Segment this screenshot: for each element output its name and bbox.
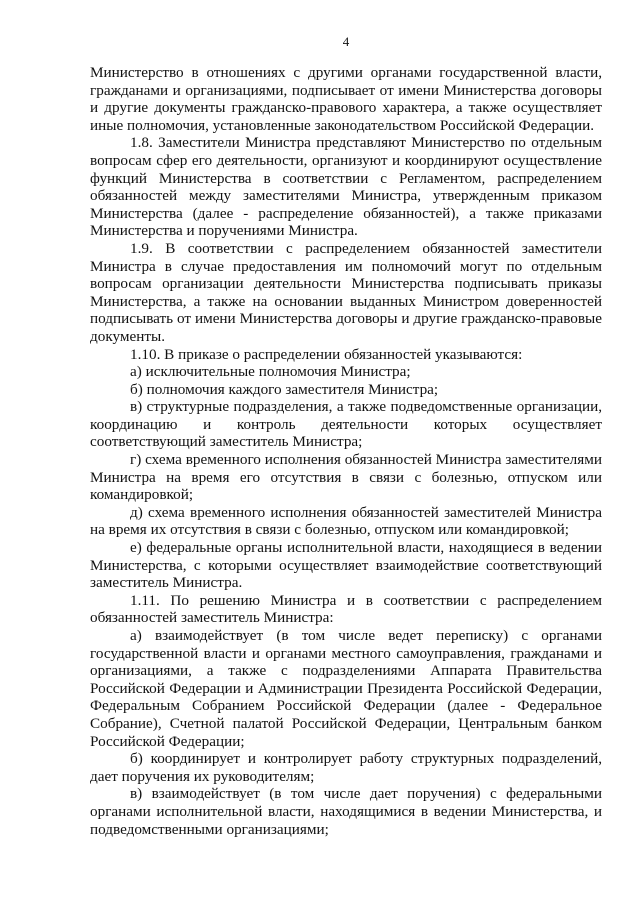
paragraph: б) полномочия каждого заместителя Министра; [130, 380, 439, 398]
paragraph: 1.8. Заместители Министра представляют Министерство по отдельным вопросам сфер его деятельности, организуют и координируют осуществление функций Министерства в соответствии с Регламентом, распределением обязанностей между заместителями Министра, утвержденным приказом Министерства (далее - распределение обязанностей), а также приказами Министерства и поручениями Министра. [90, 134, 602, 240]
paragraph: 1.9. В соответствии с распределением обязанностей заместители Министра в случае предоставления им полномочий могут по отдельным вопросам организации деятельности Министерства подписывать приказы Министерства, а также на основании выданных Министром доверенностей подписывать от имени Министерства договоры и другие гражданско-правовые документы. [90, 239, 602, 345]
paragraph: 1.11. По решению Министра и в соответствии с распределением обязанностей заместитель Министра: [90, 591, 602, 627]
paragraph: е) федеральные органы исполнительной власти, находящиеся в ведении Министерства, с которыми осуществляет взаимодействие соответствующий заместитель Министра. [90, 539, 602, 592]
document-body [90, 64, 602, 838]
paragraph: а) исключительные полномочия Министра; [130, 363, 411, 381]
paragraph: б) координирует и контролирует работу структурных подразделений, дает поручения их руководителям; [90, 750, 602, 785]
paragraph: а) взаимодействует (в том числе ведет переписку) с органами государственной власти и органами местного самоуправления, гражданами и организациями, а также с подразделениями Аппарата Правительства Российской Федерации и Администрации Президента Российской Федерации, Федеральным Собранием Российской Федерации (далее - Федеральное Собрание), Счетной палатой Российской Федерации, Центральным банком Российской Федерации; [90, 627, 602, 750]
paragraph: д) схема временного исполнения обязанностей заместителей Министра на время их отсутствия в связи с болезнью, отпуском или командировкой; [90, 503, 602, 539]
paragraph: 1.10. В приказе о распределении обязанностей указываются: [130, 345, 523, 363]
page-number: 4 [342, 34, 350, 49]
paragraph: г) схема временного исполнения обязанностей Министра заместителями Министра на время его отсутствия в связи с болезнью, отпуском или командировкой; [90, 451, 602, 504]
paragraph: Министерство в отношениях с другими органами государственной власти, гражданами и организациями, подписывает от имени Министерства договоры и другие документы гражданско-правового характера, а также осуществляет иные полномочия, установленные законодательством Российской Федерации. [90, 64, 602, 134]
paragraph: в) структурные подразделения, а также подведомственные организации, координацию и контроль деятельности которых осуществляет соответствующий заместитель Министра; [90, 398, 602, 451]
paragraph: в) взаимодействует (в том числе дает поручения) с федеральными органами исполнительной власти, находящимися в ведении Министерства, и подведомственными организациями; [90, 785, 602, 838]
